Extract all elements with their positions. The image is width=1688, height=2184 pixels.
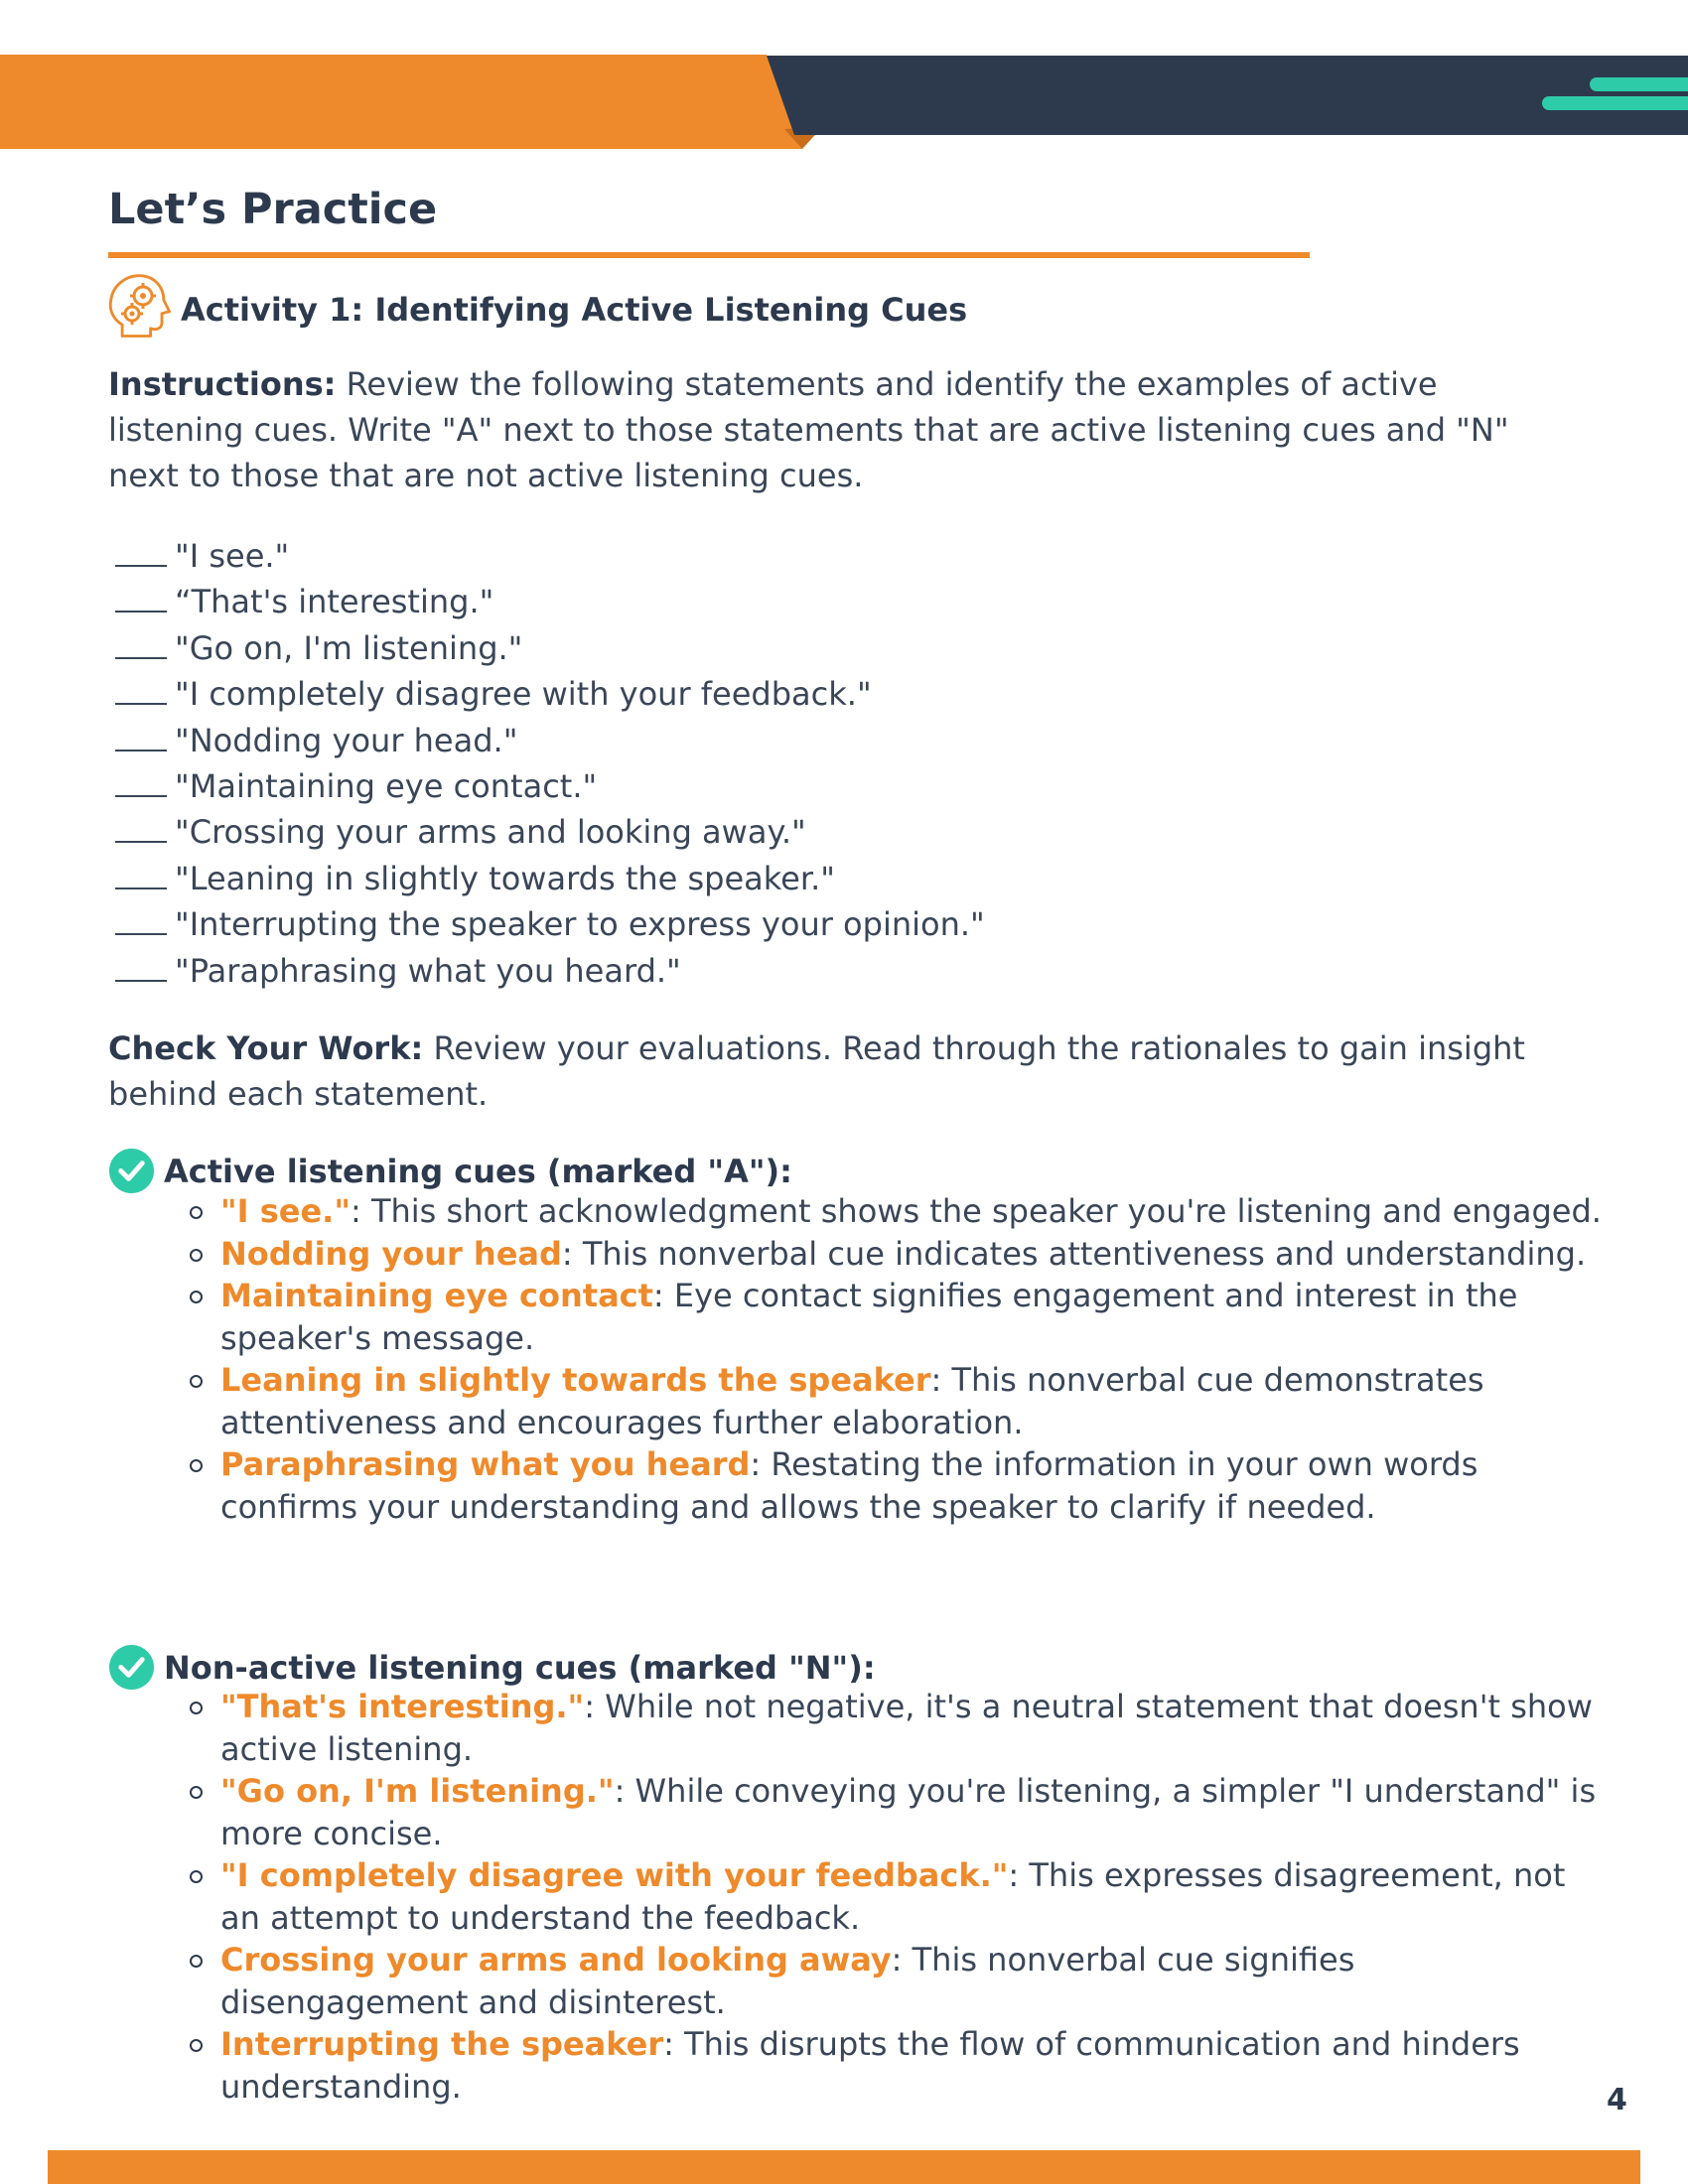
rationale-term: Maintaining eye contact xyxy=(220,1277,653,1314)
statement-text: "Go on, I'm listening." xyxy=(175,628,523,667)
rationale-term: Interrupting the speaker xyxy=(220,2025,664,2063)
check-circle-icon xyxy=(108,1644,155,1691)
statement-text: “That's interesting." xyxy=(175,583,494,621)
rationale-term: "Go on, I'm listening." xyxy=(220,1772,615,1810)
rationale-term: Paraphrasing what you heard xyxy=(220,1445,751,1483)
statement-text: "I see." xyxy=(175,537,290,575)
instructions-paragraph xyxy=(108,361,1578,498)
rationale-item xyxy=(220,1770,1611,1854)
answer-blank xyxy=(115,862,167,889)
rationale-item xyxy=(220,1359,1611,1443)
rationale-description: : This nonverbal cue demonstrates attentiveness and encourages further elaboration. xyxy=(220,1361,1484,1441)
statement-item xyxy=(115,809,985,855)
rationale-item xyxy=(220,1686,1611,1770)
gear-head-icon xyxy=(105,270,171,349)
statement-item xyxy=(115,579,985,624)
active-cues-heading xyxy=(108,1148,792,1194)
instructions-text: Review the following statements and identify the examples of active listening cues. Write "A" next to those statements that are active listening cues and "N" next to those that are not active listening cues. xyxy=(108,365,1509,494)
rationale-term: "That's interesting." xyxy=(220,1688,585,1725)
check-circle-icon xyxy=(108,1148,155,1194)
activity-heading xyxy=(105,270,967,349)
statement-item xyxy=(115,671,985,717)
answer-blank xyxy=(115,631,167,659)
answer-blank xyxy=(115,954,167,982)
answer-blank xyxy=(115,769,167,797)
statement-text: "Crossing your arms and looking away." xyxy=(175,813,806,852)
rationale-description: : This disrupts the flow of communication and hinders understanding. xyxy=(220,2025,1520,2106)
active-cues-title: Active listening cues (marked "A"): xyxy=(164,1152,792,1190)
nonactive-cues-title: Non-active listening cues (marked "N"): xyxy=(164,1648,876,1687)
statement-item xyxy=(115,625,985,671)
rationale-term: "I see." xyxy=(220,1192,351,1230)
rationale-term: Crossing your arms and looking away xyxy=(220,1941,892,1979)
statement-item xyxy=(115,901,985,947)
rationale-description: : While conveying you're listening, a simpler "I understand" is more concise. xyxy=(220,1772,1597,1852)
statement-text: "Nodding your head." xyxy=(175,721,518,759)
rationale-item xyxy=(220,1233,1611,1276)
title-underline xyxy=(108,252,1310,258)
answer-blank xyxy=(115,585,167,613)
rationale-description: : This expresses disagreement, not an attempt to understand the feedback. xyxy=(220,1856,1566,1937)
statement-text: "Interrupting the speaker to express your opinion." xyxy=(175,905,985,944)
statement-item xyxy=(115,718,985,763)
active-cues-list xyxy=(220,1190,1611,1528)
rationale-item xyxy=(220,1443,1611,1528)
rationale-item xyxy=(220,1854,1611,1939)
statement-item xyxy=(115,533,985,579)
rationale-item xyxy=(220,2023,1611,2108)
statement-text: "Paraphrasing what you heard." xyxy=(175,951,681,990)
rationale-item xyxy=(220,1275,1611,1359)
answer-blank xyxy=(115,677,167,705)
check-label: Check Your Work: xyxy=(108,1029,424,1067)
header-navy-band xyxy=(767,56,1688,135)
statement-text: "Leaning in slightly towards the speaker." xyxy=(175,859,835,897)
statement-item xyxy=(115,763,985,809)
header-band xyxy=(0,0,1688,159)
activity-title: Activity 1: Identifying Active Listening Cues xyxy=(181,291,968,329)
rationale-description: : Eye contact signifies engagement and interest in the speaker's message. xyxy=(220,1277,1518,1357)
answer-blank xyxy=(115,539,167,567)
statement-text: "I completely disagree with your feedback." xyxy=(175,675,872,714)
answer-blank xyxy=(115,815,167,843)
rationale-term: Leaning in slightly towards the speaker xyxy=(220,1361,931,1399)
statement-text: "Maintaining eye contact." xyxy=(175,767,598,806)
rationale-description: : This nonverbal cue signifies disengagement and disinterest. xyxy=(220,1941,1355,2021)
answer-blank xyxy=(115,907,167,935)
rationale-description: : While not negative, it's a neutral statement that doesn't show active listening. xyxy=(220,1688,1593,1768)
nonactive-cues-heading xyxy=(108,1644,876,1691)
page-title: Let’s Practice xyxy=(108,185,438,234)
statement-item xyxy=(115,948,985,994)
rationale-description: : Restating the information in your own words confirms your understanding and allows the speaker to clarify if needed. xyxy=(220,1445,1478,1526)
page-number: 4 xyxy=(1607,2083,1627,2117)
instructions-label: Instructions: xyxy=(108,365,337,403)
rationale-term: Nodding your head xyxy=(220,1234,562,1273)
rationale-term: "I completely disagree with your feedback." xyxy=(220,1856,1009,1894)
footer-bar xyxy=(48,2150,1640,2184)
rationale-description: : This nonverbal cue indicates attentiveness and understanding. xyxy=(561,1234,1587,1273)
rationale-description: : This short acknowledgment shows the speaker you're listening and engaged. xyxy=(351,1192,1602,1230)
answer-blank xyxy=(115,724,167,751)
check-paragraph xyxy=(108,1025,1578,1117)
nonactive-cues-list xyxy=(220,1686,1611,2108)
statement-list xyxy=(115,533,985,994)
rationale-item xyxy=(220,1939,1611,2023)
header-orange-band xyxy=(0,55,802,149)
check-text: Review your evaluations. Read through the rationales to gain insight behind each statement. xyxy=(108,1029,1525,1113)
rationale-item xyxy=(220,1190,1611,1233)
statement-item xyxy=(115,856,985,901)
